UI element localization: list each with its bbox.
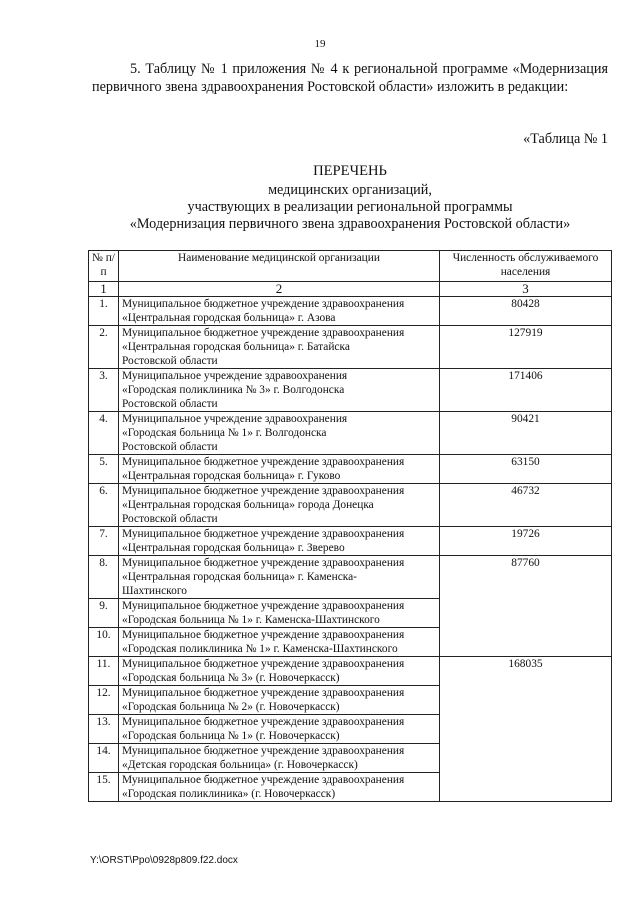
document-title: [92, 163, 608, 233]
organization-name-line: «Городская больница № 1» г. Волгодонска: [122, 427, 327, 439]
organization-name: [119, 326, 440, 369]
organization-name-line: Ростовской области: [122, 355, 218, 367]
row-number: 1.: [89, 297, 119, 326]
organization-name-line: «Городская больница № 3» (г. Новочеркасск): [122, 672, 340, 684]
population-value: 171406: [440, 369, 612, 412]
table-label: «Таблица № 1: [523, 131, 608, 147]
header-name: Наименование медицинской организации: [119, 251, 440, 282]
organization-name-line: Муниципальное бюджетное учреждение здравоохранения: [122, 774, 405, 786]
organization-name: [119, 369, 440, 412]
organization-name-line: «Центральная городская больница» г. Каменска-: [122, 571, 357, 583]
column-index: 2: [119, 282, 440, 297]
organization-name-line: Муниципальное бюджетное учреждение здравоохранения: [122, 456, 405, 468]
organization-name-line: Муниципальное бюджетное учреждение здравоохранения: [122, 745, 405, 757]
row-number: 15.: [89, 773, 119, 802]
table-row: [89, 297, 612, 326]
title-line-2: участвующих в реализации региональной программы: [187, 199, 513, 215]
title-line-3: «Модернизация первичного звена здравоохранения Ростовской области»: [129, 216, 571, 232]
organization-name-line: «Центральная городская больница» г. Гуково: [122, 470, 341, 482]
column-index: 3: [440, 282, 612, 297]
intro-paragraph: 5. Таблицу № 1 приложения № 4 к региональной программе «Модернизация первичного звена здравоохранения Ростовской области» изложить в редакции:: [92, 61, 608, 95]
organization-name-line: «Городская больница № 2» (г. Новочеркасск): [122, 701, 340, 713]
population-value: 80428: [440, 297, 612, 326]
organization-name-line: Ростовской области: [122, 398, 218, 410]
organization-name-line: «Центральная городская больница» г. Батайска: [122, 341, 350, 353]
row-number: 7.: [89, 527, 119, 556]
organization-name-line: Муниципальное учреждение здравоохранения: [122, 413, 348, 425]
row-number: 4.: [89, 412, 119, 455]
column-index-row: [89, 282, 612, 297]
population-value: 168035: [440, 657, 612, 802]
organization-name-line: «Городская больница № 1» (г. Новочеркасск): [122, 730, 340, 742]
row-number: 3.: [89, 369, 119, 412]
table-row: [89, 556, 612, 599]
population-value: 46732: [440, 484, 612, 527]
table-row: [89, 326, 612, 369]
organization-name: [119, 455, 440, 484]
organization-name-line: Муниципальное бюджетное учреждение здравоохранения: [122, 485, 405, 497]
file-path-footer: Y:\ORST\Ppo\0928p809.f22.docx: [90, 855, 238, 866]
population-value: 63150: [440, 455, 612, 484]
row-number: 12.: [89, 686, 119, 715]
row-number: 13.: [89, 715, 119, 744]
table-row: [89, 369, 612, 412]
organization-name-line: Муниципальное учреждение здравоохранения: [122, 370, 348, 382]
organization-name: [119, 715, 440, 744]
organization-name-line: «Городская поликлиника № 1» г. Каменска-Шахтинского: [122, 643, 398, 655]
header-num: № п/п: [89, 251, 119, 282]
organization-name-line: Муниципальное бюджетное учреждение здравоохранения: [122, 629, 405, 641]
organization-name: [119, 628, 440, 657]
row-number: 10.: [89, 628, 119, 657]
organization-name-line: Муниципальное бюджетное учреждение здравоохранения: [122, 687, 405, 699]
table-row: [89, 455, 612, 484]
table-row: [89, 527, 612, 556]
table-header-row: [89, 251, 612, 282]
organization-name: [119, 599, 440, 628]
organization-name-line: «Центральная городская больница» г. Зверево: [122, 542, 345, 554]
organization-name-line: «Городская поликлиника № 3» г. Волгодонска: [122, 384, 345, 396]
organization-name-line: «Центральная городская больница» города Донецка: [122, 499, 374, 511]
table-row: [89, 484, 612, 527]
population-value: 19726: [440, 527, 612, 556]
organization-name-line: «Городская поликлиника» (г. Новочеркасск): [122, 788, 336, 800]
organization-name: [119, 527, 440, 556]
organization-name-line: Ростовской области: [122, 513, 218, 525]
organization-name: [119, 556, 440, 599]
organization-name: [119, 412, 440, 455]
organization-name-line: Муниципальное бюджетное учреждение здравоохранения: [122, 528, 405, 540]
column-index: 1: [89, 282, 119, 297]
organization-name-line: «Детская городская больница» (г. Новочеркасск): [122, 759, 358, 771]
organization-name: [119, 297, 440, 326]
organization-name: [119, 657, 440, 686]
row-number: 14.: [89, 744, 119, 773]
row-number: 6.: [89, 484, 119, 527]
table-row: [89, 412, 612, 455]
row-number: 9.: [89, 599, 119, 628]
title-line-1: медицинских организаций,: [268, 182, 432, 198]
organization-name-line: Муниципальное бюджетное учреждение здравоохранения: [122, 658, 405, 670]
page-number: 19: [314, 38, 326, 50]
organization-name-line: Муниципальное бюджетное учреждение здравоохранения: [122, 557, 405, 569]
organization-name-line: Муниципальное бюджетное учреждение здравоохранения: [122, 298, 405, 310]
organization-name-line: «Центральная городская больница» г. Азова: [122, 312, 336, 324]
population-value: 90421: [440, 412, 612, 455]
header-population: Численность обслуживаемого населения: [440, 251, 612, 282]
organization-name-line: Муниципальное бюджетное учреждение здравоохранения: [122, 600, 405, 612]
organization-name-line: Муниципальное бюджетное учреждение здравоохранения: [122, 327, 405, 339]
row-number: 2.: [89, 326, 119, 369]
organization-name-line: Муниципальное бюджетное учреждение здравоохранения: [122, 716, 405, 728]
organizations-table: [88, 250, 612, 802]
row-number: 11.: [89, 657, 119, 686]
organization-name-line: Шахтинского: [122, 585, 187, 597]
organization-name: [119, 686, 440, 715]
population-value: 87760: [440, 556, 612, 657]
row-number: 5.: [89, 455, 119, 484]
organization-name-line: «Городская больница № 1» г. Каменска-Шахтинского: [122, 614, 380, 626]
population-value: 127919: [440, 326, 612, 369]
organization-name: [119, 744, 440, 773]
organization-name-line: Ростовской области: [122, 441, 218, 453]
table-row: [89, 657, 612, 686]
title-heading: ПЕРЕЧЕНЬ: [313, 163, 387, 179]
organization-name: [119, 773, 440, 802]
organization-name: [119, 484, 440, 527]
row-number: 8.: [89, 556, 119, 599]
